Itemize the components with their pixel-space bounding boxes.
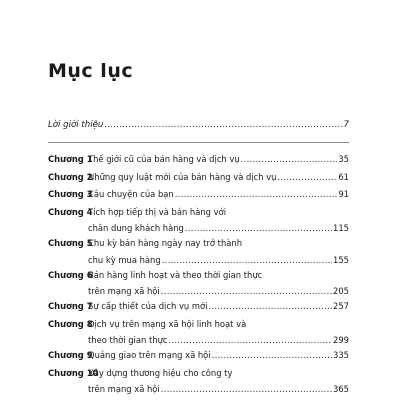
chapter-title-last-line [88, 151, 349, 168]
chapter-title-line: Xây dựng thương hiệu cho công ty [88, 367, 233, 378]
chapter-title [88, 186, 349, 203]
dot-leader [208, 298, 332, 315]
chapter-page-number: 257 [333, 301, 349, 311]
divider [48, 142, 349, 143]
dot-leader [277, 169, 337, 186]
chapter-label: Chương 8 [48, 318, 93, 329]
chapter-label: Chương 4 [48, 206, 93, 217]
chapter-title-line: Chu kỳ bán hàng ngày nay trở thành [88, 238, 243, 248]
chapter-page-number: 365 [333, 384, 349, 394]
chapter-title [88, 347, 349, 364]
chapter-title-text: trên mạng xã hội [88, 286, 160, 296]
chapter-page-number: 299 [333, 335, 349, 345]
chapter-title-text: Quảng giao trên mạng xã hội [88, 350, 211, 360]
chapter-label: Chương 3 [48, 189, 93, 199]
chapter-title-line: Tích hợp tiếp thị và bán hàng với [88, 206, 227, 217]
chapter-title-last-line [88, 298, 349, 315]
dot-leader [212, 347, 332, 364]
chapter-page-number: 205 [333, 286, 349, 296]
dot-leader [175, 186, 338, 203]
chapter-title [88, 267, 349, 300]
chapter-title [88, 235, 349, 268]
chapter-label: Chương 2 [48, 171, 93, 182]
chapter-title-text: Sự cấp thiết của dịch vụ mới [88, 301, 208, 311]
chapter-page-number: 115 [333, 223, 349, 233]
dot-leader [104, 120, 342, 130]
chapter-page-number: 61 [338, 171, 349, 182]
chapter-page-number: 35 [338, 154, 349, 164]
chapter-title [88, 316, 349, 349]
chapter-title [88, 298, 349, 315]
chapter-label: Chương 6 [48, 269, 93, 280]
chapter-title-text: Thế giới cũ của bán hàng và dịch vụ [88, 154, 240, 164]
page-title: Mục lục [48, 60, 134, 82]
chapter-title-last-line [88, 381, 349, 398]
intro-page-number: 7 [343, 120, 349, 130]
chapter-title [88, 169, 349, 186]
chapter-page-number: 155 [333, 254, 349, 265]
chapter-title-last-line [88, 347, 349, 364]
chapter-title-text: theo thời gian thực [88, 335, 168, 345]
dot-leader [161, 381, 332, 398]
chapter-label: Chương 9 [48, 350, 93, 360]
chapter-title-text: chân dung khách hàng [88, 223, 184, 233]
chapter-title-text: Những quy luật mới của bán hàng và dịch vụ [88, 171, 277, 182]
chapter-title-text: chu kỳ mua hàng [88, 254, 161, 265]
chapter-label: Chương 7 [48, 301, 93, 311]
chapter-label: Chương 10 [48, 367, 99, 378]
chapter-title-text: trên mạng xã hội [88, 384, 160, 394]
chapter-label: Chương 5 [48, 238, 93, 248]
chapter-title-last-line [88, 186, 349, 203]
chapter-title-line: Dịch vụ trên mạng xã hội linh hoạt và [88, 318, 247, 329]
chapter-title-last-line [88, 169, 349, 186]
chapter-title-text: Câu chuyện của bạn [88, 189, 174, 199]
chapter-title [88, 365, 349, 398]
chapter-title-line: Bán hàng linh hoạt và theo thời gian thực [88, 269, 263, 280]
chapter-title [88, 151, 349, 168]
intro-label: Lời giới thiệu [48, 120, 104, 130]
chapter-page-number: 91 [338, 189, 349, 199]
chapter-page-number: 335 [333, 350, 349, 360]
dot-leader [241, 151, 338, 168]
intro-entry[interactable] [48, 120, 349, 130]
chapter-title [88, 204, 349, 237]
chapter-label: Chương 1 [48, 154, 93, 164]
